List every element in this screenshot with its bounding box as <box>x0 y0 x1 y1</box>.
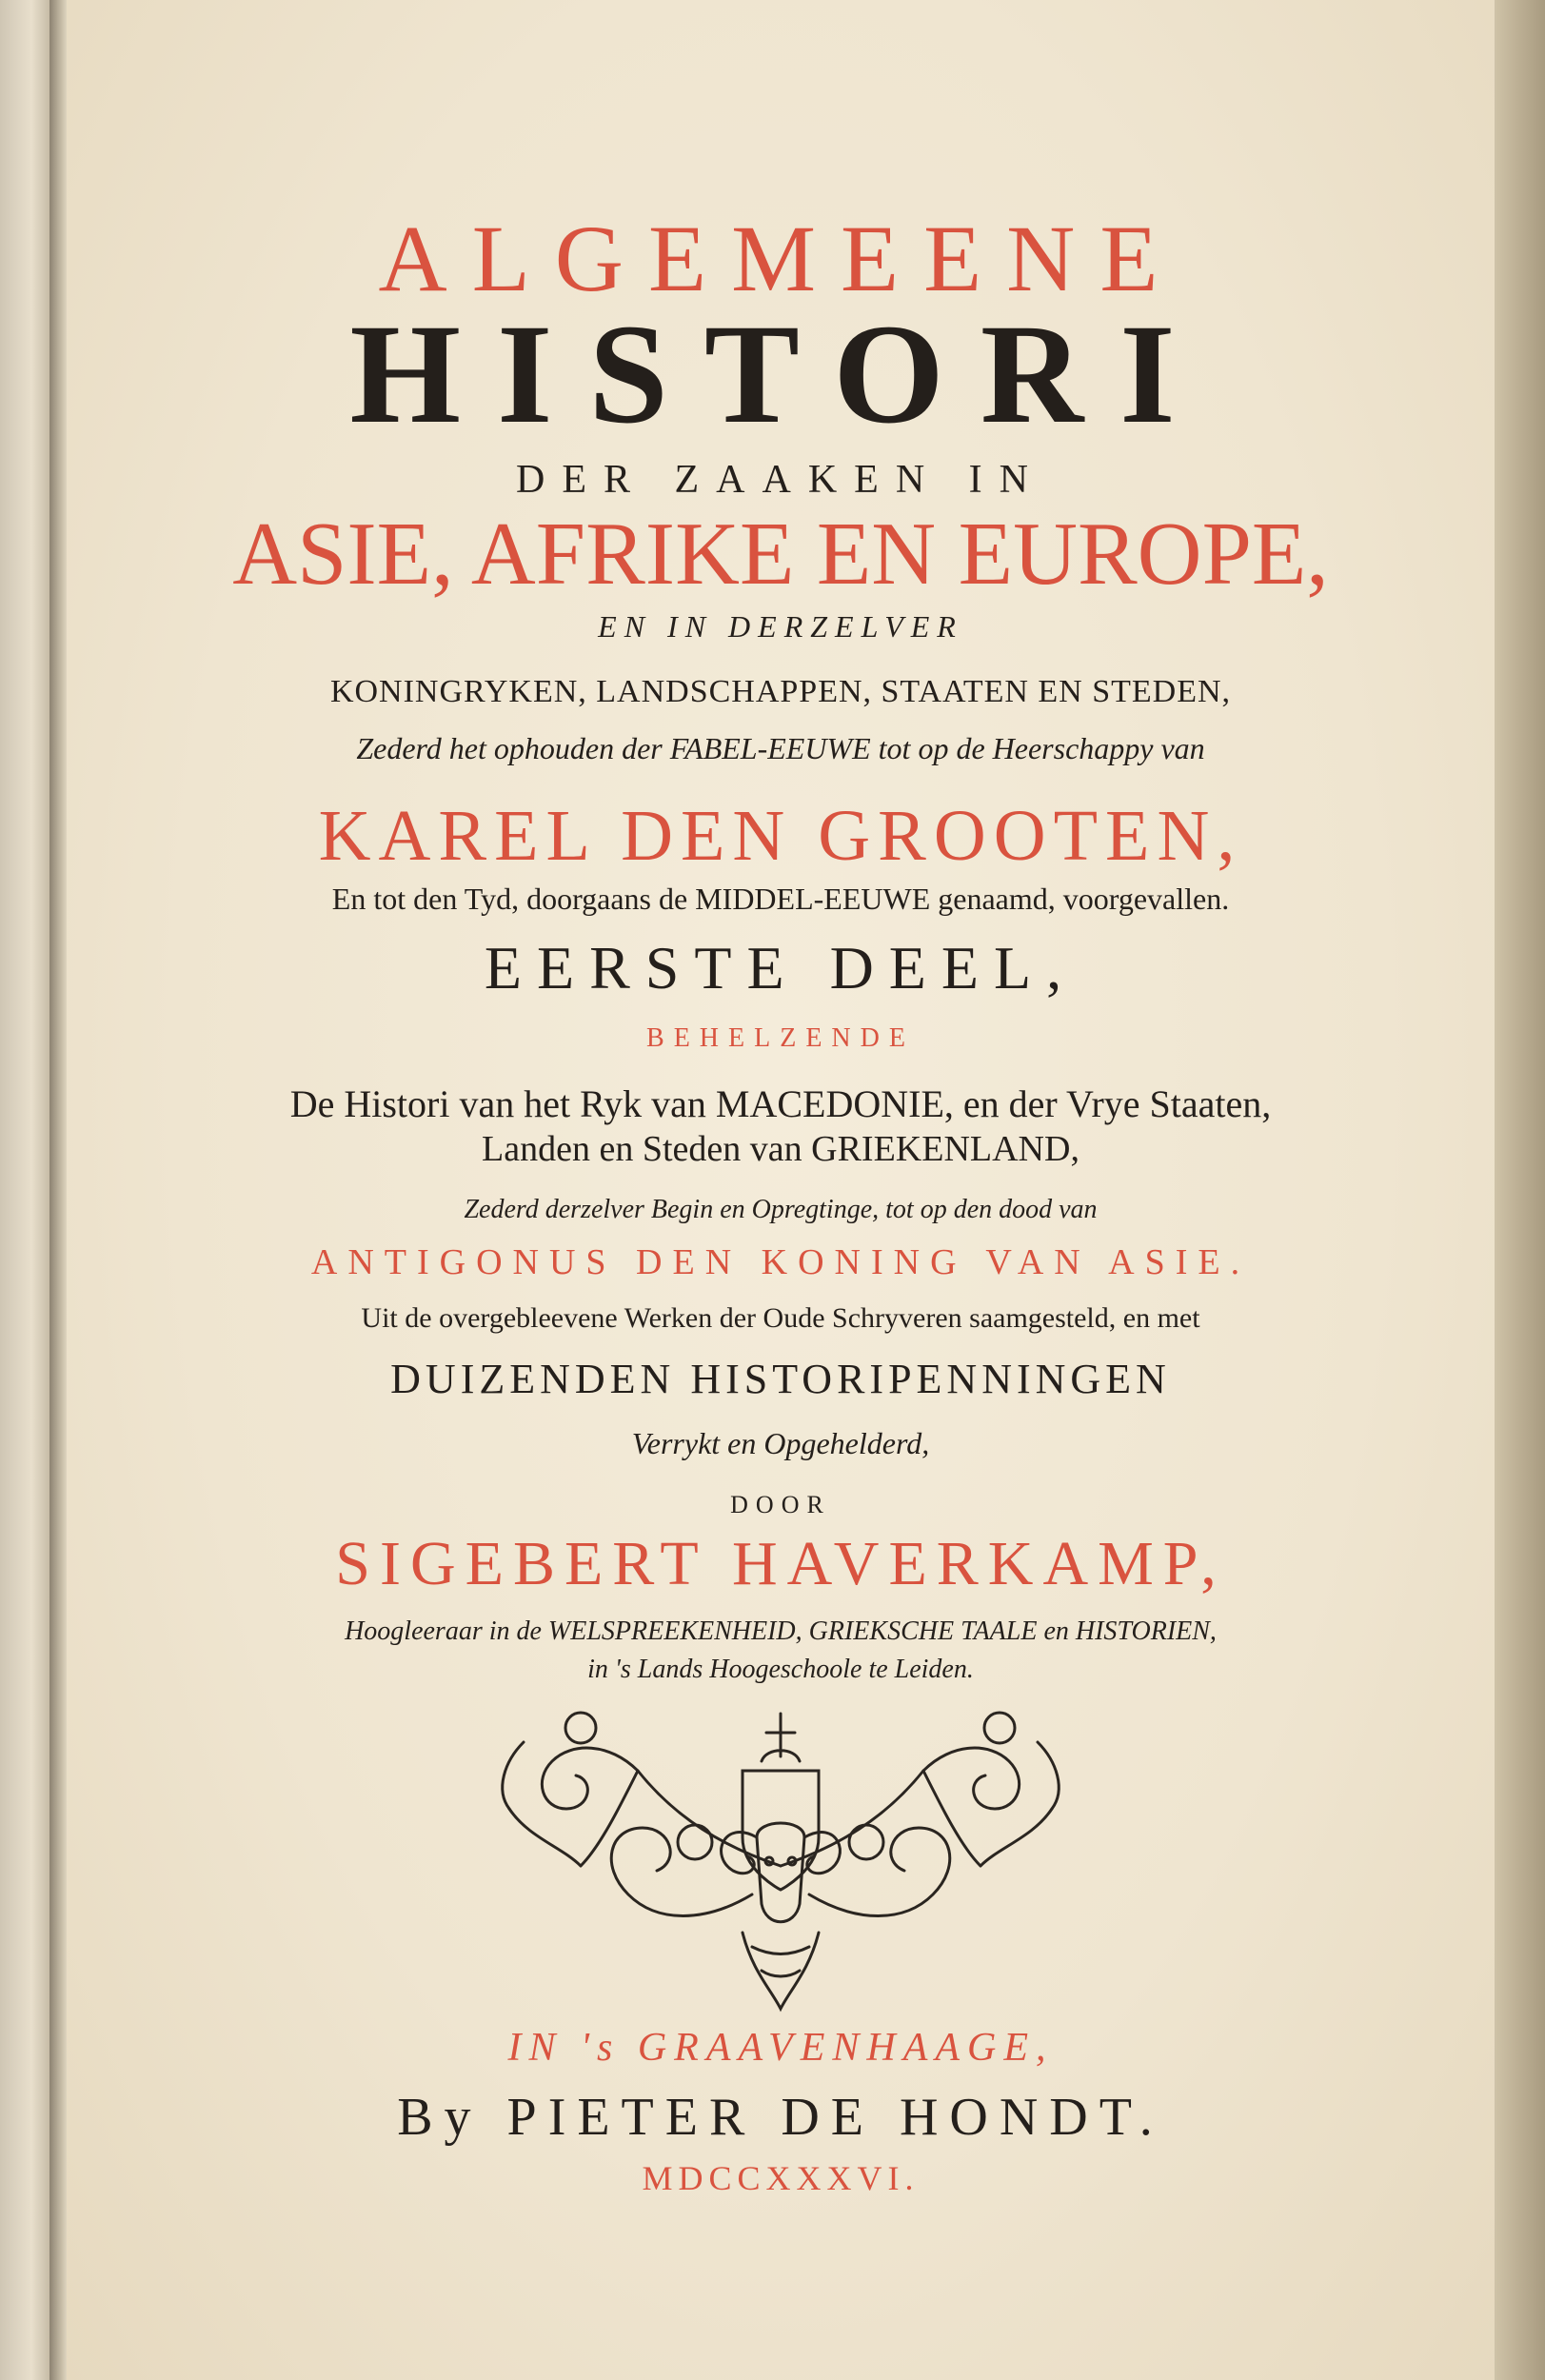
author-affiliation: in 's Lands Hoogeschoole te Leiden. <box>587 1655 974 1684</box>
imprint-printer: By PIETER DE HONDT. <box>397 2088 1164 2147</box>
volume-title: EERSTE DEEL, <box>484 934 1078 1002</box>
subtitle-karel: KAREL DEN GROOTEN, <box>318 796 1243 876</box>
subtitle-tyd: En tot den Tyd, doorgaans de MIDDEL-EEUWE genaamd, voorgevallen. <box>331 882 1230 916</box>
subtitle-der-zaaken: DER ZAAKEN IN <box>516 458 1045 502</box>
author-title: Hoogleeraar in de WELSPREEKENHEID, GRIEKSCHE TAALE en HISTORIEN, <box>345 1616 1217 1646</box>
content-begin: Zederd derzelver Begin en Opregtinge, tot op den dood van <box>464 1195 1098 1224</box>
content-duizenden: DUIZENDEN HISTORIPENNINGEN <box>390 1356 1171 1402</box>
title-algemeene: ALGEMEENE <box>378 206 1183 311</box>
facing-page-edge <box>0 0 57 2380</box>
page-fore-edge <box>1495 0 1545 2380</box>
content-verrykt: Verrykt en Opgehelderd, <box>631 1426 930 1460</box>
content-landen: Landen en Steden van GRIEKENLAND, <box>482 1129 1080 1169</box>
behelzende-label: BEHELZENDE <box>646 1023 915 1053</box>
subtitle-koningryken: KONINGRYKEN, LANDSCHAPPEN, STAATEN EN STEDEN, <box>329 674 1232 709</box>
author-door: DOOR <box>730 1491 831 1518</box>
title-histori: HISTORI <box>349 295 1212 453</box>
author-name: SIGEBERT HAVERKAMP, <box>335 1529 1226 1598</box>
imprint-year: MDCCXXXVI. <box>642 2159 920 2197</box>
content-antigonus: ANTIGONUS DEN KONING VAN ASIE. <box>310 1242 1251 1282</box>
content-macedonie: De Histori van het Ryk van MACEDONIE, en der Vrye Staaten, <box>289 1082 1272 1125</box>
subtitle-en-in-derzelver: EN IN DERZELVER <box>598 609 963 644</box>
title-page <box>67 0 1495 2380</box>
subtitle-continents: ASIE, AFRIKE EN EUROPE, <box>232 505 1329 604</box>
subtitle-zederd: Zederd het ophouden der FABEL-EEUWE tot op de Heerschappy van <box>356 731 1205 765</box>
content-uit: Uit de overgebleevene Werken der Oude Schryveren saamgesteld, en met <box>361 1302 1200 1334</box>
ram-head-acanthus-ornament-icon <box>438 1704 1123 2018</box>
imprint-place: IN 's GRAAVENHAAGE, <box>507 2026 1054 2070</box>
